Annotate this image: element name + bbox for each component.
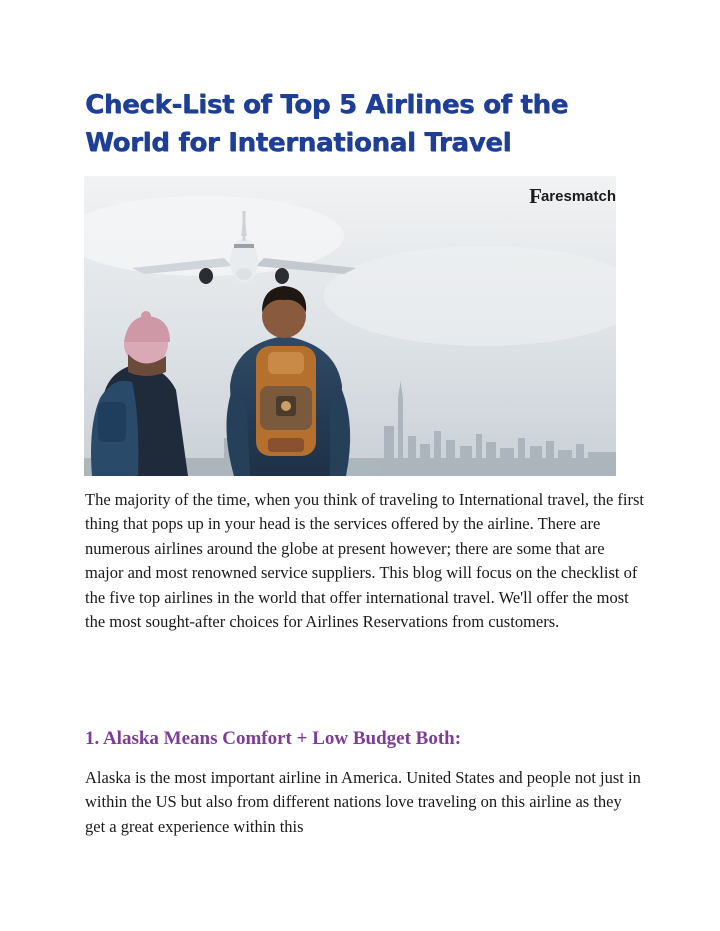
logo-wordmark: aresmatch: [540, 187, 616, 205]
intro-paragraph: The majority of the time, when you think of traveling to International travel, the first thing that pops up in your head is the services offered by the airline. There are numerous airlines around the globe at present however; there are some that are major and most renowned service suppliers. This blog will focus on the checklist of the five top airlines in the world that offer international travel. We'll offer the most the most sought-after choices for Airlines Reservations from customers.: [85, 490, 645, 632]
section-heading-alaska: 1. Alaska Means Comfort + Low Budget Both:: [85, 728, 462, 749]
logo-f-letter: F: [529, 183, 542, 208]
page-title: Check-List of Top 5 Airlines of the World for International Travel: [85, 90, 568, 158]
section-paragraph-alaska: Alaska is the most important airline in America. United States and people not just in within the US but also from different nations love traveling on this airline as they get a great experience within this: [85, 768, 641, 836]
hero-image: [84, 176, 616, 476]
travelers-airplane-illustration: [84, 176, 616, 476]
faresmatch-logo: [529, 182, 616, 210]
